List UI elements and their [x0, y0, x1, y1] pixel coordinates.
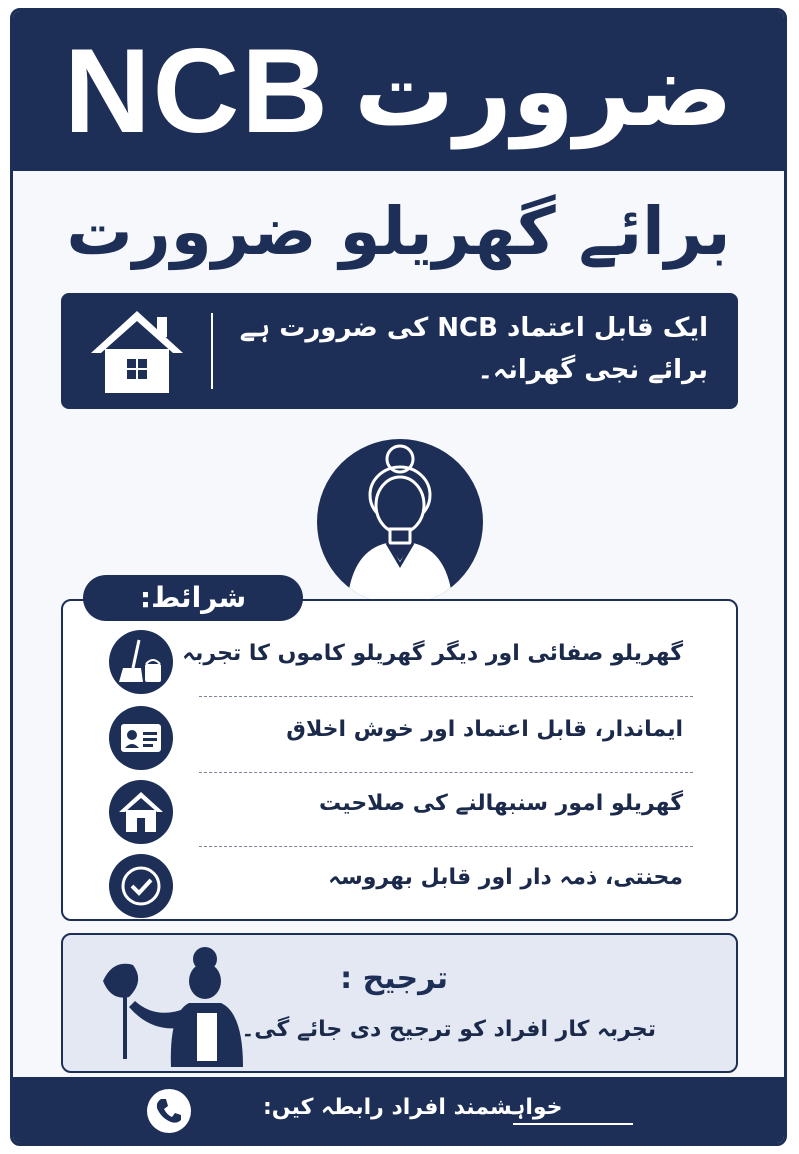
dashed-divider [199, 772, 693, 773]
id-card-icon [109, 706, 173, 770]
divider [211, 313, 213, 389]
home-icon [109, 780, 173, 844]
condition-item-1 [103, 627, 693, 697]
house-icon [87, 307, 187, 397]
broom-bucket-icon [109, 630, 173, 694]
contact-blank-line [513, 1123, 633, 1125]
poster [10, 8, 787, 1146]
intro-line-1: ایک قابل اعتماد NCB کی ضرورت ہے [239, 313, 708, 343]
condition-item-3 [103, 777, 693, 847]
woman-avatar-icon [317, 439, 483, 605]
footer-bar [13, 1077, 784, 1143]
preference-text: تجربہ کار افراد کو ترجیح دی جائے گی۔ [241, 1017, 656, 1042]
condition-item-2 [103, 703, 693, 773]
dashed-divider [199, 846, 693, 847]
condition-text: ایماندار، قابل اعتماد اور خوش اخلاق [286, 717, 683, 742]
intro-panel [61, 293, 738, 409]
dashed-divider [199, 696, 693, 697]
subtitle: برائے گھریلو ضرورت [66, 193, 731, 270]
condition-text: محنتی، ذمہ دار اور قابل بھروسہ [328, 865, 683, 890]
condition-text: گھریلو امور سنبھالنے کی صلاحیت [319, 791, 683, 816]
preference-box [61, 933, 738, 1073]
conditions-title: شرائط: [83, 575, 303, 621]
intro-text [238, 307, 708, 391]
preference-title: ترجیح : [340, 961, 448, 996]
condition-text: گھریلو صفائی اور دیگر گھریلو کاموں کا تجربہ [182, 641, 683, 666]
brand-title: NCB [63, 24, 330, 158]
condition-item-4 [103, 851, 693, 921]
contact-text: خواہشمند افراد رابطہ کیں: [263, 1095, 563, 1120]
cleaner-woman-icon [93, 941, 263, 1067]
check-circle-icon [109, 854, 173, 918]
header-banner [13, 11, 784, 171]
header-title-urdu: ضرورت [353, 32, 734, 149]
intro-line-2: برائے نجی گھرانہ۔ [477, 355, 708, 385]
phone-icon [147, 1089, 191, 1133]
